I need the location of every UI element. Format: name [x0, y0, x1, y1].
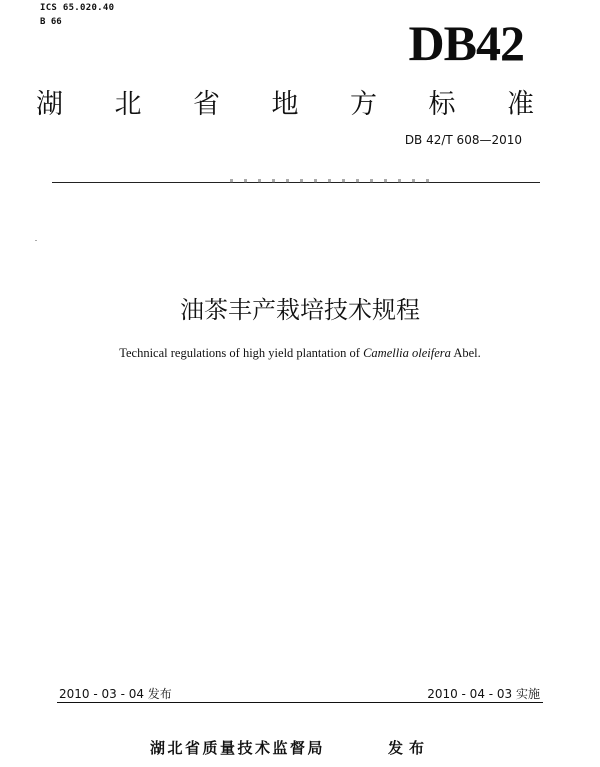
ics-code: ICS 65.020.40 [40, 3, 115, 13]
scan-speck [35, 240, 37, 241]
standard-type-char: 湖 [36, 89, 63, 120]
document-title-en [0, 346, 600, 361]
standard-type-char: 标 [428, 89, 456, 120]
title-en-suffix: Abel. [450, 346, 481, 360]
issuing-verb: 发布 [388, 739, 431, 757]
standard-type-char: 地 [271, 89, 299, 120]
standard-type-char: 北 [114, 89, 142, 120]
ccs-code: B 66 [40, 17, 62, 27]
bottom-divider [57, 702, 543, 703]
standard-type-char: 省 [193, 89, 220, 120]
title-en-prefix: Technical regulations of high yield plantation of [119, 346, 364, 360]
top-divider-scan-marks [230, 179, 430, 183]
issue-date: 2010 - 03 - 04 发布 [59, 687, 172, 701]
standard-type-heading [36, 82, 534, 121]
standard-number: DB 42/T 608—2010 [404, 133, 522, 147]
standard-type-char: 方 [350, 89, 377, 120]
issuing-authority: 湖北省质量技术监督局 [150, 739, 326, 757]
standard-type-char: 准 [507, 89, 534, 120]
title-en-species: Camellia oleifera [363, 346, 451, 360]
implementation-date: 2010 - 04 - 03 实施 [427, 687, 540, 701]
db42-logo: DB42 [408, 15, 524, 71]
document-title-zh: 油茶丰产栽培技术规程 [180, 296, 420, 324]
